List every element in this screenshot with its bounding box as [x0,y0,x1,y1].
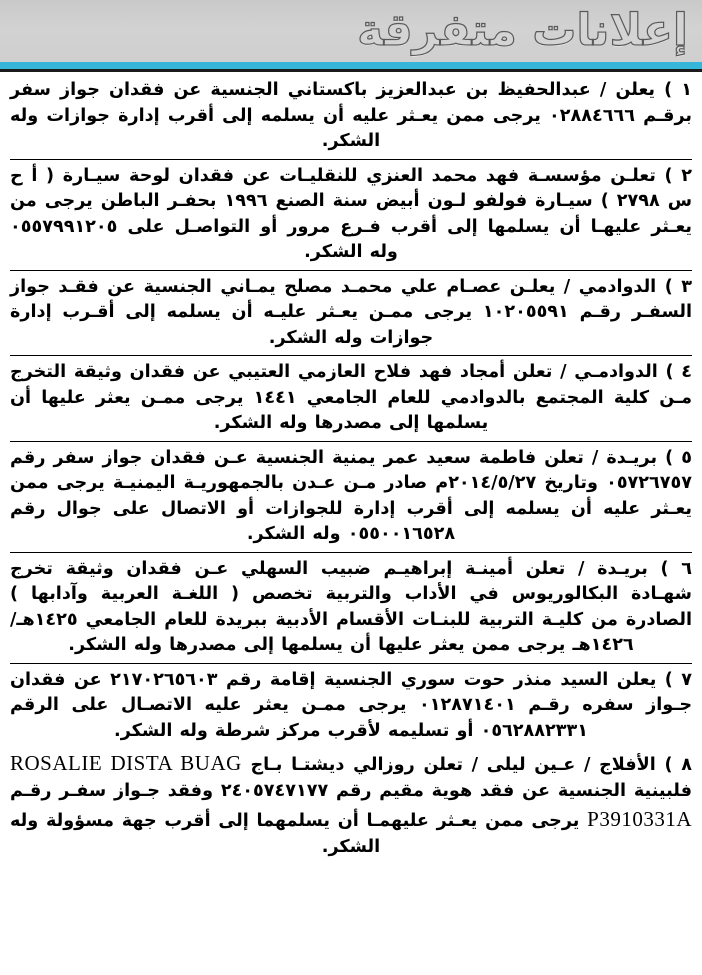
ad-item-8-part-1: ٨ ) الأفلاج / عـين ليلى / تعلن روزالي ديشتـا بـاج [241,755,692,775]
ad-item-8-part-3: يرجى ممن يعـثر عليهمـا أن يسلمهما إلى أقرب جهة مسؤولة وله الشكر. [10,811,588,857]
accent-rule [0,62,702,69]
ad-item-8-latin-passport: P3910331A [587,807,692,831]
ad-item-8-latin-name: ROSALIE DISTA BUAG [10,751,242,775]
ad-separator-2 [10,270,692,271]
ad-separator-4 [10,441,692,442]
classified-ads-list [0,72,702,860]
ad-item-3: ٣ ) الدوادمي / يعلـن عصـام علي محمـد مصلح يمـاني الجنسية عن فقـد جواز السفـر رقـم ١٠٢٠٥٥٩١ يرجى ممـن يعـثر عليـه أن يسلمه إلى أقـرب إدارة جوازات وله الشكر. [10,276,692,348]
ad-item-8 [10,748,692,860]
ad-item-1: ١ ) يعلن / عبدالحفيظ بن عبدالعزيز باكستاني الجنسية عن فقدان جواز سفر برقـم ٠٢٨٨٤٦٦٦ يرجى ممن يعـثر عليه أن يسلمه إلى أقرب إدارة جوازات وله الشكر. [10,80,692,151]
ad-separator-6 [10,663,692,664]
ad-item-6: ٦ ) بريـدة / تعلن أمينـة إبراهيـم ضبيب السهلي عـن فقدان وثيقة تخرج شهـادة البكالوريوس في الأداب والتربية تخصص ( اللغـة العربية وآدابها ) الصادرة من كليـة التربية للبنـات الأقسام الأدبية ببريدة للعام الجامعي ١٤٢٥هـ/١٤٢٦هـ يرجى ممن يعثر عليها أن يسلمها إلى مصدرها وله الشكر. [10,558,692,655]
ad-separator-1 [10,159,692,160]
ad-item-7: ٧ ) يعلن السيد منذر حوت سوري الجنسية إقامة رقم ٢١٧٠٢٦٥٦٠٣ عن فقدان جـواز سفره رقـم ٠١٢٨٧١٤٠١ يرجى ممـن يعثر عليه الاتصـال على الرقم ٠٥٦٢٨٨٢٣٣١ أو تسليمه لأقرب مركز شرطة وله الشكر. [10,669,693,741]
masthead [0,0,702,62]
ad-separator-5 [10,552,692,553]
ad-separator-3 [10,355,692,356]
ad-item-5: ٥ ) بريـدة / تعلن فاطمة سعيد عمر يمنية الجنسية عـن فقدان جواز سفر رقم ٠٥٧٢٦٧٥٧ وتاريخ ٢٠١٤/٥/٢٧م صادر مـن عـدن بالجمهوريـة اليمنيـة يرجى ممن يعـثر عليه أن يسلمه إلى أقرب إدارة للجوازات أو الاتصال على جوال رقم ٠٥٥٠٠١٦٥٢٨ وله الشكر. [10,447,692,544]
ad-item-2: ٢ ) تعلـن مؤسسـة فهد محمد العنزي للنقليـات عن فقدان لوحة سيـارة ( أ ح س ٢٧٩٨ ) سيـارة فولفو لـون أبيض سنة الصنع ١٩٩٦ بحفـر الباطن يرجى من يعـثر عليهـا أن يسلمها إلى أقرب فـرع مرور أو التواصـل على ٠٥٥٧٩٩١٢٠٥ وله الشكر. [10,165,692,262]
ad-item-8-part-2: فلبينية الجنسية عن فقد هوية مقيم رقم ٢٤٠٥٧٤٧١٧٧ وفقد جـواز سفـر رقـم [10,780,692,801]
page-title: إعلانات متفرقة [357,5,688,56]
ad-item-4: ٤ ) الدوادمـي / تعلن أمجاد فهد فلاح العازمي العتيبي عن فقدان وثيقة التخرج مـن كلية المجتمع بالدوادمي للعام الجامعي ١٤٤١ يرجى ممـن يعثر عليها أن يسلمها إلى مصدرها وله الشكر. [10,362,692,433]
